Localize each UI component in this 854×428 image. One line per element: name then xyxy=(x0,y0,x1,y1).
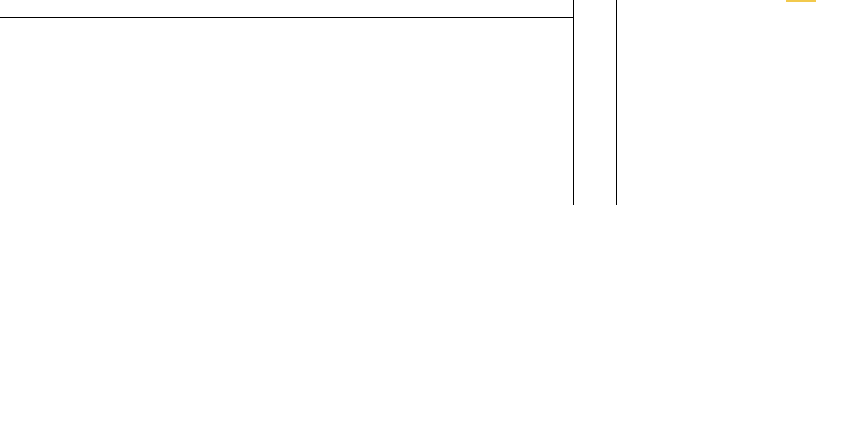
results-title xyxy=(0,0,573,18)
results-right-border xyxy=(616,0,617,205)
results-left-border xyxy=(573,0,574,205)
title-underline xyxy=(0,17,573,18)
corner-accent xyxy=(786,0,816,2)
